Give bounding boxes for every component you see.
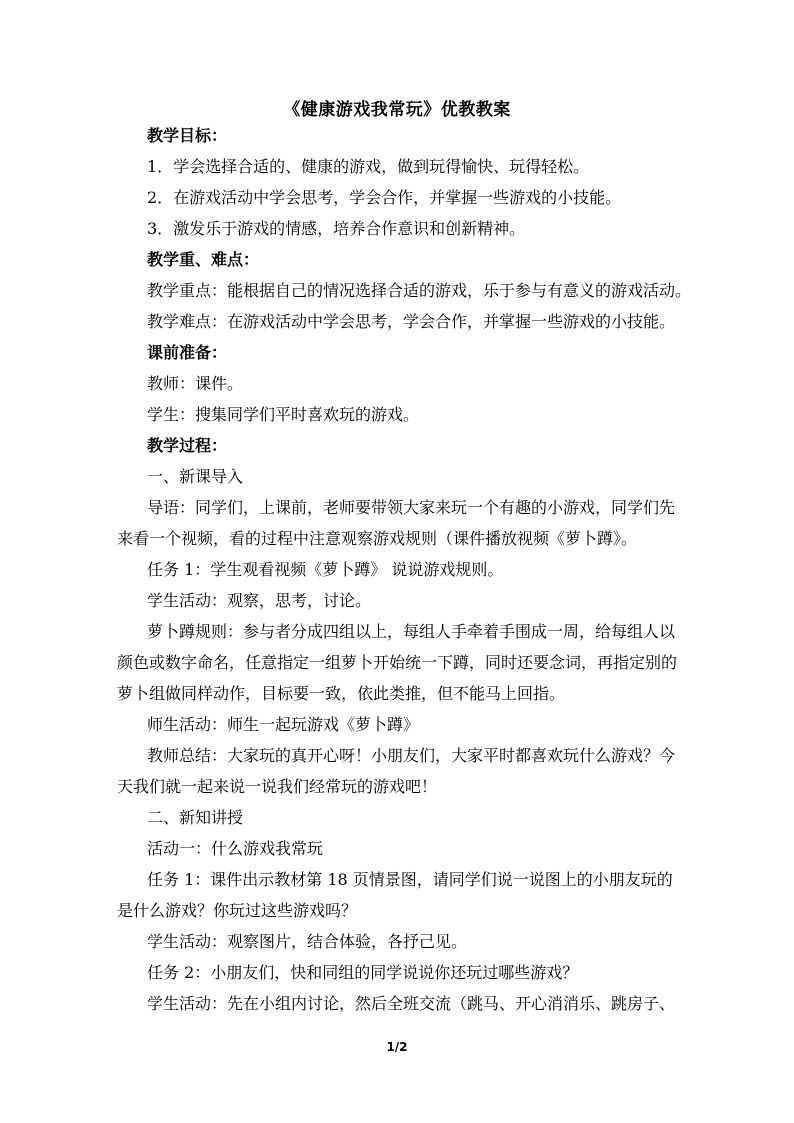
paragraph-line: 导语：同学们，上课前，老师要带领大家来玩一个有趣的小游戏，同学们先 [147,498,676,517]
paragraph-line: 天我们就一起来说一说我们经常玩的游戏吧！ [117,777,438,796]
document-title: 《健康游戏我常玩》优教教案 [283,100,511,120]
heading-objectives: 教学目标： [147,126,228,145]
paragraph-line: 是什么游戏？你玩过这些游戏吗？ [117,901,358,920]
paragraph-line: 活动一：什么游戏我常玩 [147,839,324,858]
page-number: 1/2 [386,1040,408,1054]
paragraph-line: 任务 2：小朋友们，快和同组的同学说说你还玩过哪些游戏？ [147,963,579,982]
section-intro: 一、新课导入 [147,467,244,486]
paragraph-line: 师生活动：师生一起玩游戏《萝卜蹲》 [147,715,420,734]
difficult-point: 教学难点：在游戏活动中学会思考，学会合作，并掌握一些游戏的小技能。 [147,312,676,331]
objective-3: 3．激发乐于游戏的情感，培养合作意识和创新精神。 [147,219,526,238]
paragraph-line: 学生活动：观察图片，结合体验，各抒己见。 [147,932,468,951]
paragraph-line: 任务 1：学生观看视频《萝卜蹲》 说说游戏规则。 [147,560,504,579]
paragraph-line: 萝卜蹲规则：参与者分成四组以上，每组人手牵着手围成一周，给每组人以 [147,622,676,641]
section-new-knowledge: 二、新知讲授 [147,808,244,827]
paragraph-line: 任务 1：课件出示教材第 18 页情景图，请同学们说一说图上的小朋友玩的 [147,870,673,889]
key-point: 教学重点：能根据自己的情况选择合适的游戏，乐于参与有意义的游戏活动。 [147,281,692,300]
heading-process: 教学过程： [147,436,228,455]
objective-2: 2．在游戏活动中学会思考，学会合作，并掌握一些游戏的小技能。 [147,188,622,207]
heading-key-points: 教学重、难点： [147,250,260,269]
paragraph-line: 学生活动：先在小组内讨论，然后全班交流（跳马、开心消消乐、跳房子、 [147,994,676,1013]
paragraph-line: 学生活动：观察，思考，讨论。 [147,591,372,610]
paragraph-line: 教师总结：大家玩的真开心呀！小朋友们，大家平时都喜欢玩什么游戏？今 [147,746,676,765]
objective-1: 1．学会选择合适的、健康的游戏，做到玩得愉快、玩得轻松。 [147,157,590,176]
paragraph-line: 颜色或数字命名，任意指定一组萝卜开始统一下蹲，同时还要念词，再指定别的 [117,653,678,672]
prep-teacher: 教师：课件。 [147,374,244,393]
paragraph-line: 萝卜组做同样动作，目标要一致，依此类推，但不能马上回指。 [117,684,566,703]
paragraph-line: 来看一个视频，看的过程中注意观察游戏规则（课件播放视频《萝卜蹲》。 [117,529,638,548]
prep-student: 学生：搜集同学们平时喜欢玩的游戏。 [147,405,420,424]
heading-preparation: 课前准备： [147,343,228,362]
